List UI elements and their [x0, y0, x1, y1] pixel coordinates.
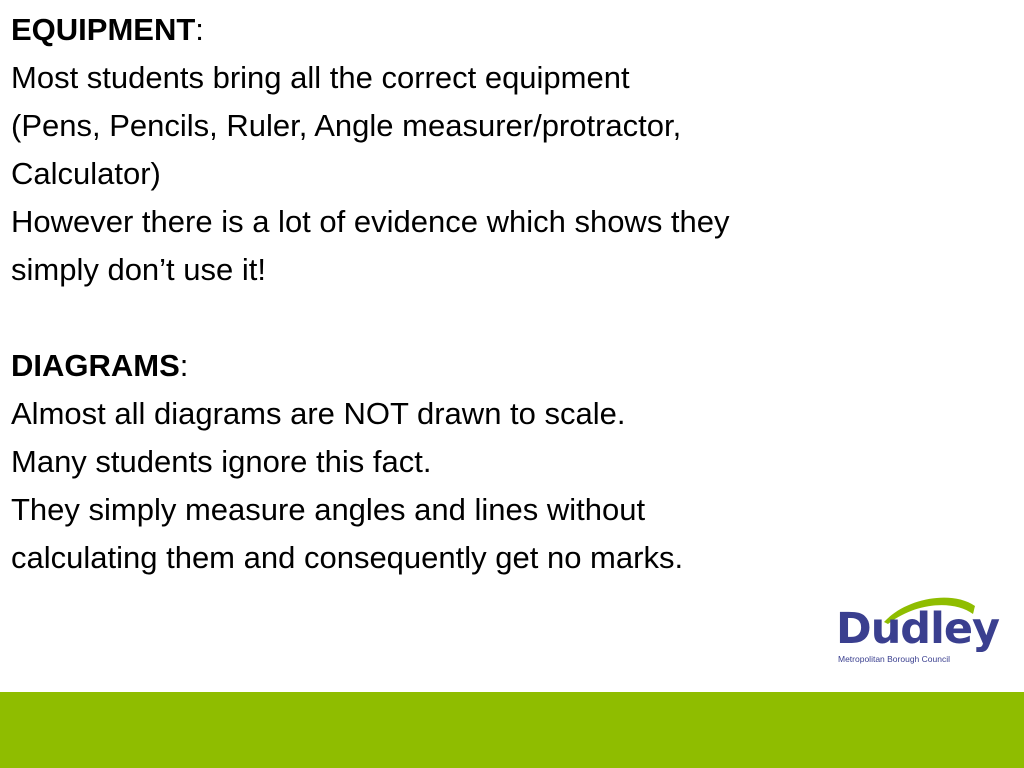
equipment-line-3: Calculator) — [11, 156, 161, 191]
logo-wordmark: Dudley — [836, 604, 1000, 654]
diagrams-heading-line — [11, 342, 1011, 390]
section-spacer — [11, 294, 1011, 342]
equipment-line-5: simply don’t use it! — [11, 252, 266, 287]
diagrams-heading-colon: : — [179, 348, 189, 383]
logo-subtitle: Metropolitan Borough Council — [838, 654, 950, 664]
equipment-heading: EQUIPMENT — [11, 12, 196, 47]
diagrams-line-2: Many students ignore this fact. — [11, 444, 432, 479]
equipment-line-2: (Pens, Pencils, Ruler, Angle measurer/protractor, — [11, 108, 682, 143]
equipment-heading-colon: : — [195, 12, 204, 47]
diagrams-line-1: Almost all diagrams are NOT drawn to scale. — [11, 396, 626, 431]
diagrams-line-4: calculating them and consequently get no marks. — [11, 540, 684, 575]
slide-body — [11, 6, 1011, 582]
equipment-line-1: Most students bring all the correct equipment — [11, 60, 630, 95]
footer-band — [0, 692, 1024, 768]
diagrams-heading: DIAGRAMS — [11, 348, 180, 383]
equipment-heading-line — [11, 6, 1011, 54]
diagrams-line-3: They simply measure angles and lines without — [11, 492, 646, 527]
dudley-logo — [834, 592, 1000, 666]
equipment-line-4: However there is a lot of evidence which shows they — [11, 204, 730, 239]
